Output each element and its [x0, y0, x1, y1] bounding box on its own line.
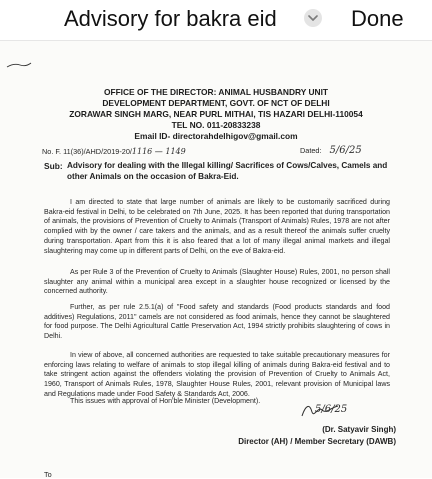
- file-number-printed: No. F. 11(36)/AHD/2019-20/: [42, 147, 132, 156]
- subject-text: Advisory for dealing with the Illegal killing/ Sacrifices of Cows/Calves, Camels and other Animals on the occasion of Bakra-Eid.: [67, 161, 388, 181]
- signature-icon: [300, 400, 340, 420]
- paragraph-1: I am directed to state that large number of animals are likely to be customarily sacrificed during Bakra-eid festival in Delhi, to be celebrated on 7th June, 2025. It has been reported that during transportation of animals, the provisions of Prevention of Cruelty to Animals (Transport of Animals) Rules, 1978 are not after complied with by the owner / care takers and the animals, and as a result thereof the animals suffer cruelty during transportation. Apart from this it is also feared that a lot of many illegal animal markets and illegal slaughtering may come up in different parts of Delhi, on the eve of Bakra-eid.: [44, 198, 390, 255]
- date-label: Dated:: [300, 146, 322, 155]
- office-phone: TEL NO. 011-20833238: [171, 120, 261, 130]
- date-handwritten: 5/6/25: [329, 145, 362, 156]
- chevron-down-icon: [308, 14, 318, 22]
- file-number-handwritten: 1116 — 1149: [131, 147, 186, 156]
- title-menu-button[interactable]: [304, 9, 322, 27]
- signatory-name: (Dr. Satyavir Singh): [322, 425, 396, 434]
- paragraph-3: Further, as per rule 2.5.1(a) of "Food safety and standards (Food products standards and food additives) Regulations, 2011" camels are not considered as food animals, hence they cannot be slaughtered for food purpose. The Delhi Agricultural Cattle Preservation Act, 1994 strictly prohibits slaughtering of cows in Delhi.: [44, 303, 390, 341]
- date-line: [300, 145, 362, 156]
- department-name: DEVELOPMENT DEPARTMENT, GOVT. OF NCT OF DELHI: [102, 98, 330, 108]
- top-bar: [0, 0, 432, 41]
- document-title: Advisory for bakra eid: [64, 6, 277, 31]
- pen-mark: [6, 60, 32, 70]
- signatory-designation: Director (AH) / Member Secretary (DAWB): [238, 437, 396, 446]
- office-name: OFFICE OF THE DIRECTOR: ANIMAL HUSBANDRY UNIT: [103, 87, 329, 97]
- paragraph-5: This issues with approval of Hon'ble Minister (Development).: [70, 397, 261, 405]
- file-number: [42, 147, 186, 156]
- signature-date-handwritten: 5/6/25: [315, 404, 348, 415]
- paragraph-2: As per Rule 3 of the Prevention of Cruelty to Animals (Slaughter House) Rules, 2001, no person shall slaughter any animal within a municipal area except in a slaughter house recognized or licensed by the concerned authority.: [44, 268, 390, 296]
- done-button[interactable]: Done: [351, 6, 404, 31]
- paragraph-4: In view of above, all concerned authorities are requested to take suitable precautionary measures for enforcing laws relating to welfare of animals to stop illegal killing of animals during Bakra-eid festival and to take stringent action against the offenders violating the provision of Prevention of Cruelty to Animals Act, 1960, Transport of Animals Rules, 1978, Slaughter House Rules, 2001, relevant provision of Municipal laws and Regulations made under Food Safety & Standards Act, 2006.: [44, 351, 390, 398]
- subject-label: Sub:: [44, 161, 63, 171]
- office-address: ZORAWAR SINGH MARG, NEAR PURL MITHAI, TIS HAZARI DELHI-110054: [69, 109, 363, 119]
- addressee-label: To: [44, 470, 52, 479]
- office-email: Email ID- directorahdelhigov@gmail.com: [134, 131, 298, 141]
